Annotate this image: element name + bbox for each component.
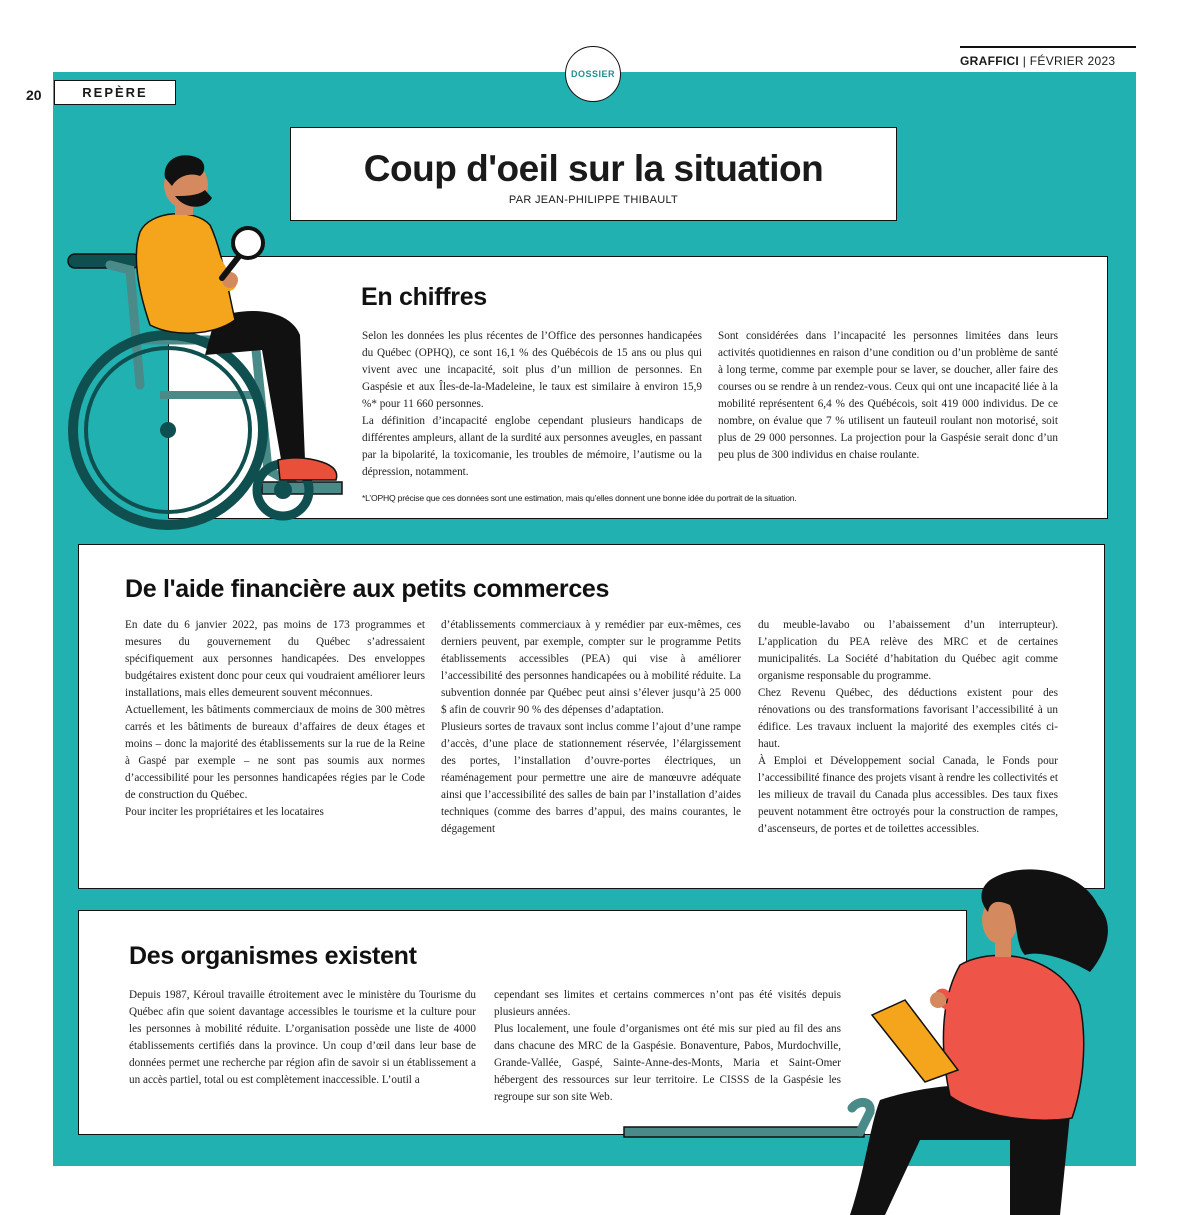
organismes-box	[78, 910, 967, 1135]
paragraph: Plusieurs sortes de travaux sont inclus comme l’ajout d’une rampe d’accès, d’une place de stationnement réservée, l’élargissement des portes, l’installation d’ouvre-portes électriques, un réaménagement pour permettre une aire de manœuvre adéquate ainsi que l’accessibilité des salles de bain par l’installation d’aides techniques (comme des barres d’appui, des mains courantes, le dégagement	[441, 721, 741, 835]
paragraph: d’établissements commerciaux à y remédier par eux-mêmes, ces derniers peuvent, par exemple, compter sur le programme Petits établissements accessibles (PEA) qui vise à améliorer l’accessibilité des personnes handicapées ou à mobilité réduite. La subvention donnée par Québec peut ainsi s’élever jusqu’à 25 000 $ afin de couvrir 90 % des dépenses d’adaptation.	[441, 619, 741, 716]
footnote: *L’OPHQ précise que ces données sont une estimation, mais qu’elles donnent une bonne idée du portrait de la situation.	[362, 493, 797, 503]
page-title: Coup d'oeil sur la situation	[363, 148, 824, 189]
paragraph: cependant ses limites et certains commerces n’ont pas été visités depuis plusieurs années.	[494, 989, 841, 1018]
header-separator: |	[1022, 54, 1027, 68]
dossier-badge: DOSSIER	[565, 46, 621, 102]
section-label: REPÈRE	[54, 80, 176, 105]
paragraph: Sont considérées dans l’incapacité les personnes limitées dans leurs activités quotidiennes en raison d’une condition ou d’un problème de santé à long terme, comme par exemple pour se laver, se doucher, aller faire des courses ou se rendre à un rendez-vous. Ceux qui ont une incapacité liée à la mobilité représentent 6,4 % des Québécois, soit 419 000 individus. De ce nombre, on évalue que 7 % utilisent un fauteuil roulant non motorisé, soit plus de 29 000 personnes. La projection pour la Gaspésie serait donc d’un peu plus de 300 individus en chaise roulante.	[718, 330, 1058, 461]
magazine-header	[960, 54, 1115, 68]
paragraph: Selon les données les plus récentes de l’Office des personnes handicapées du Québec (OPHQ), ce sont 16,1 % des Québécois de 15 ans ou plus qui vivent avec une incapacité, soit plus d’un million de personnes. En Gaspésie et aux Îles-de-la-Madeleine, le taux est similaire à environ 15,9 %* pour 11 660 personnes.	[362, 330, 702, 410]
magazine-name: GRAFFICI	[960, 54, 1020, 68]
en-chiffres-col2	[718, 328, 1058, 464]
en-chiffres-box	[168, 256, 1108, 519]
organismes-heading: Des organismes existent	[129, 942, 417, 970]
paragraph: La définition d’incapacité englobe cependant plusieurs handicaps de différentes ampleurs, allant de la surdité aux personnes aveugles, en passant par la bipolarité, la toxicomanie, les troubles de mémoire, l’autisme ou la dépression, notamment.	[362, 415, 702, 478]
paragraph: Plus localement, une foule d’organismes ont été mis sur pied au fil des ans dans chacune des MRC de la Gaspésie. Bonaventure, Pabos, Murdochville, Grande-Vallée, Gaspé, Sainte-Anne-des-Monts, Maria et Saint-Omer hébergent des ressources sur leur territoire. Le CISSS de la Gaspésie les regroupe sur son site Web.	[494, 1023, 841, 1103]
issue-date: FÉVRIER 2023	[1029, 54, 1116, 68]
aide-col1	[125, 617, 425, 821]
paragraph: À Emploi et Développement social Canada, le Fonds pour l’accessibilité finance des projets visant à rendre les collectivités et les milieux de travail du Canada plus accessibles. Des taux fixes peuvent notamment être octroyés pour la construction de rampes, d’ascenseurs, de portes et de toilettes accessibles.	[758, 755, 1058, 835]
paragraph: Chez Revenu Québec, des déductions existent pour des rénovations ou des transformations favorisant l’accessibilité à un édifice. Les travaux incluent la majorité des exemples cités ci-haut.	[758, 687, 1058, 750]
title-box	[290, 127, 897, 221]
header-rule	[960, 46, 1136, 48]
paragraph: Pour inciter les propriétaires et les locataires	[125, 806, 324, 818]
en-chiffres-col1	[362, 328, 702, 481]
paragraph: Depuis 1987, Kéroul travaille étroitement avec le ministère du Tourisme du Québec afin que soient davantage accessibles le tourisme et la culture pour les personnes à mobilité réduite. L’organisation possède une liste de 4000 établissements certifiés dans la province. Un coup d’œil dans leur base de données permet une recherche par région afin de savoir si un établissement a un accès partiel, total ou est complètement inaccessible. L’outil a	[129, 989, 476, 1086]
aide-financiere-box	[78, 544, 1105, 889]
aide-col2	[441, 617, 741, 838]
byline: PAR JEAN-PHILIPPE THIBAULT	[508, 194, 679, 206]
en-chiffres-heading: En chiffres	[361, 283, 487, 311]
organismes-col1	[129, 987, 476, 1089]
aide-col3	[758, 617, 1058, 838]
paragraph: du meuble-lavabo ou l’abaissement d’un interrupteur). L’application du PEA relève des MRC et de certaines municipalités. La Société d’habitation du Québec agit comme organisme responsable du programme.	[758, 619, 1058, 682]
page-number: 20	[26, 87, 42, 103]
paragraph: Actuellement, les bâtiments commerciaux de moins de 300 mètres carrés et les bâtiments de bureaux d’affaires de deux étages et moins – donc la majorité des établissements sur la rue de la Reine à Gaspé par exemple – ne sont pas soumis aux normes d’accessibilité pour les personnes handicapées régies par le Code de construction du Québec.	[125, 704, 425, 801]
paragraph: En date du 6 janvier 2022, pas moins de 173 programmes et mesures du gouvernement du Québec s’adressaient spécifiquement aux personnes handicapées. Des enveloppes budgétaires existent donc pour ceux qui voudraient améliorer leurs installations, mais elles demeurent souvent méconnues.	[125, 619, 425, 699]
organismes-col2	[494, 987, 841, 1106]
aide-financiere-heading: De l'aide financière aux petits commerces	[125, 575, 610, 603]
